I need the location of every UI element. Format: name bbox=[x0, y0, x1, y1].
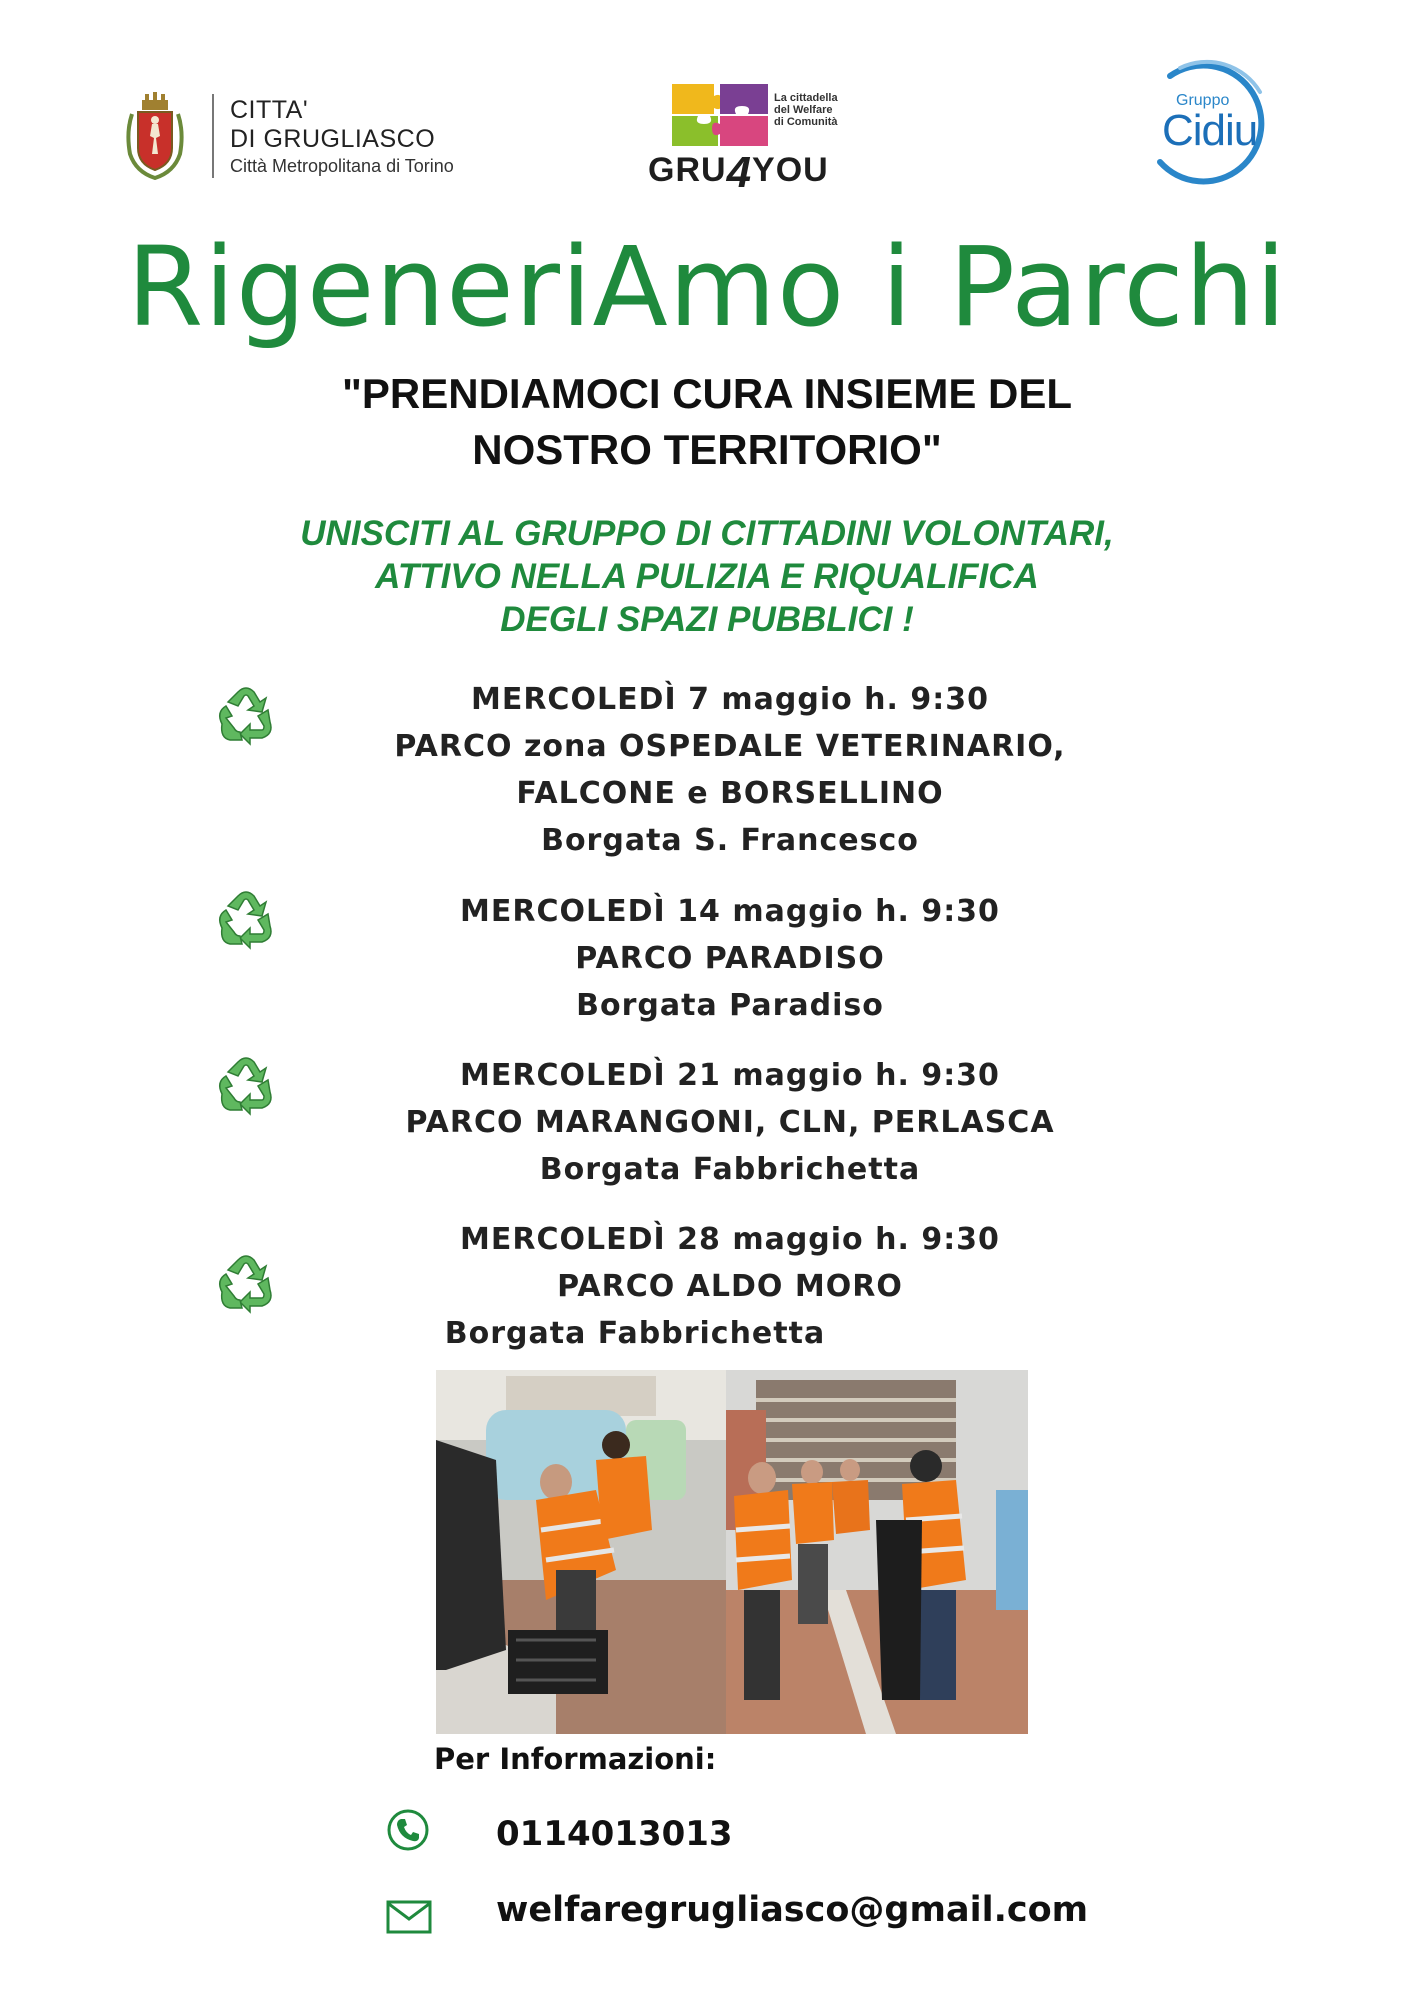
info-label: Per Informazioni: bbox=[434, 1742, 717, 1776]
event-3 bbox=[200, 1052, 1260, 1193]
city-line-2: DI GRUGLIASCO bbox=[230, 125, 436, 153]
gru4you-tagline bbox=[774, 92, 838, 128]
city-line-1: CITTA' bbox=[230, 96, 309, 124]
intro-line-1: UNISCITI AL GRUPPO DI CITTADINI VOLONTARI, bbox=[300, 514, 1114, 553]
event-4 bbox=[200, 1216, 1260, 1357]
event-date: MERCOLEDÌ 14 maggio h. 9:30 bbox=[460, 894, 1000, 929]
event-place: PARCO zona OSPEDALE VETERINARIO, bbox=[394, 729, 1066, 764]
city-name bbox=[230, 96, 454, 178]
volunteer-photo-collage bbox=[436, 1370, 1028, 1734]
phone-number[interactable]: 0114013013 bbox=[496, 1814, 733, 1854]
event-1 bbox=[200, 676, 1260, 864]
wordmark-gru: GRU bbox=[648, 151, 727, 189]
event-date: MERCOLEDÌ 7 maggio h. 9:30 bbox=[470, 682, 989, 717]
city-line-3: Città Metropolitana di Torino bbox=[230, 156, 454, 176]
event-area: Borgata Paradiso bbox=[576, 988, 884, 1023]
event-date: MERCOLEDÌ 28 maggio h. 9:30 bbox=[460, 1222, 1000, 1257]
subtitle-line-1: "PRENDIAMOCI CURA INSIEME DEL bbox=[341, 370, 1073, 417]
subtitle bbox=[0, 366, 1414, 478]
event-place-2: FALCONE e BORSELLINO bbox=[516, 776, 944, 811]
tagline-line-2: del Welfare bbox=[774, 104, 833, 116]
intro-text bbox=[0, 512, 1414, 641]
puzzle-icon bbox=[670, 82, 770, 148]
mail-icon bbox=[386, 1900, 432, 1934]
event-place: PARCO PARADISO bbox=[575, 941, 885, 976]
email-address[interactable]: welfaregrugliasco@gmail.com bbox=[496, 1890, 1089, 1930]
event-date: MERCOLEDÌ 21 maggio h. 9:30 bbox=[460, 1058, 1000, 1093]
page-title: RigeneriAmo i Parchi bbox=[126, 223, 1288, 351]
volunteers-photo-2 bbox=[726, 1370, 1028, 1734]
gru4you-logo bbox=[640, 76, 870, 197]
event-area: Borgata Fabbrichetta bbox=[444, 1316, 826, 1351]
volunteers-photo-1 bbox=[436, 1370, 726, 1734]
wordmark-4: 4 bbox=[726, 148, 753, 197]
tagline-line-3: di Comunità bbox=[774, 116, 838, 128]
gruppo-cidiu-logo bbox=[1140, 52, 1280, 192]
tagline-line-1: La cittadella bbox=[774, 92, 838, 104]
phone-icon bbox=[386, 1808, 430, 1852]
intro-line-2: ATTIVO NELLA PULIZIA E RIQUALIFICA bbox=[375, 557, 1039, 596]
cidiu-small-text: Gruppo bbox=[1176, 92, 1230, 109]
event-area: Borgata S. Francesco bbox=[541, 823, 919, 858]
gru4you-wordmark bbox=[648, 142, 829, 197]
event-place: PARCO ALDO MORO bbox=[557, 1269, 903, 1304]
event-2 bbox=[200, 888, 1260, 1029]
subtitle-line-2: NOSTRO TERRITORIO" bbox=[472, 426, 942, 473]
event-place: PARCO MARANGONI, CLN, PERLASCA bbox=[405, 1105, 1055, 1140]
logo-divider bbox=[212, 94, 214, 178]
wordmark-you: YOU bbox=[752, 151, 829, 189]
city-of-grugliasco-logo bbox=[118, 88, 518, 184]
intro-line-3: DEGLI SPAZI PUBBLICI ! bbox=[500, 600, 914, 639]
coat-of-arms-icon bbox=[122, 92, 188, 180]
event-area: Borgata Fabbrichetta bbox=[539, 1152, 921, 1187]
cidiu-big-text: Cidiu bbox=[1162, 106, 1258, 155]
